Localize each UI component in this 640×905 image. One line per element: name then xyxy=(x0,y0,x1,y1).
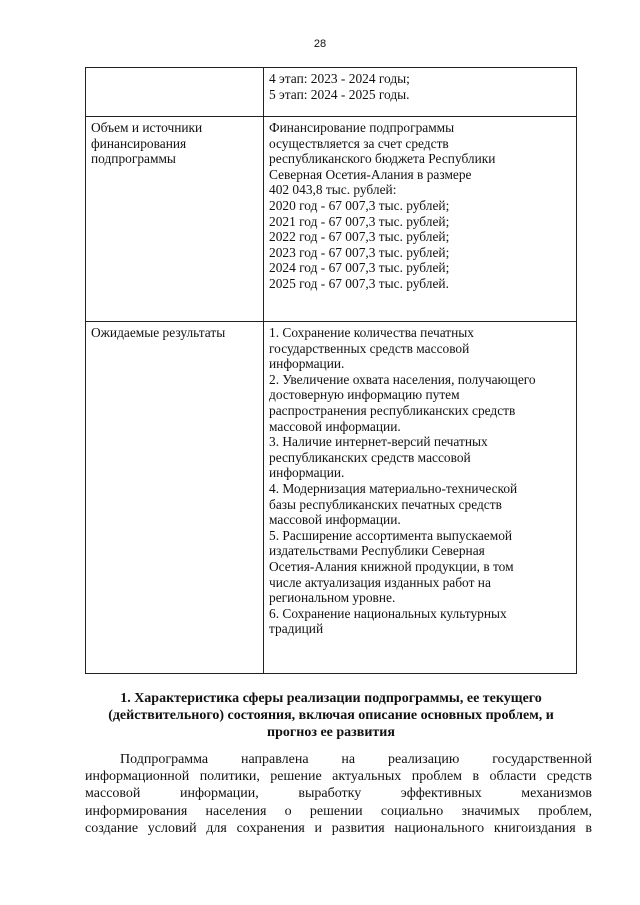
text-line: издательствами Республики Северная xyxy=(269,543,485,559)
text-line: базы республиканских печатных средств xyxy=(269,496,502,512)
text-line: 2. Увеличение охвата населения, получающего xyxy=(269,371,536,387)
text-line: 5 этап: 2024 - 2025 годы. xyxy=(269,86,410,102)
text-line: Финансирование подпрограммы xyxy=(269,120,455,135)
text-line: 1. Характеристика сферы реализации подпрограммы, ее текущего xyxy=(120,691,542,706)
text-line: финансирования xyxy=(91,135,187,151)
text-line: осуществляется за счет средств xyxy=(269,135,449,151)
page-number: 28 xyxy=(313,38,327,50)
subprogram-passport-table xyxy=(85,67,577,674)
table-row-stages xyxy=(86,68,577,117)
text-line: массовой информации. xyxy=(269,418,401,434)
text-line: числе актуализация изданных работ на xyxy=(269,574,491,590)
row-value-cell xyxy=(264,68,577,117)
text-line: прогноз ее развития xyxy=(267,725,395,740)
text-line: 4. Модернизация материально-технической xyxy=(269,480,518,496)
text-line: (действительного) состояния, включая описание основных проблем, и xyxy=(108,708,554,723)
text-line: Северная Осетия-Алания в размере xyxy=(269,166,472,182)
text-line: 4 этап: 2023 - 2024 годы; xyxy=(269,71,410,86)
text-line: Подпрограмма направлена на реализацию государственной xyxy=(120,752,592,767)
text-line: распространения республиканских средств xyxy=(269,402,516,418)
text-line: 1. Сохранение количества печатных xyxy=(269,325,475,340)
text-line: информационной политики, решение актуальных проблем в области средств xyxy=(85,769,592,785)
text-line: Осетия-Алания книжной продукции, в том xyxy=(269,558,514,574)
text-line: 2021 год - 67 007,3 тыс. рублей; xyxy=(269,213,450,229)
row-label-cell xyxy=(86,68,264,117)
text-line: Ожидаемые результаты xyxy=(91,325,226,340)
row-label-cell xyxy=(86,322,264,674)
text-line: 6. Сохранение национальных культурных xyxy=(269,605,507,621)
text-line: 2023 год - 67 007,3 тыс. рублей; xyxy=(269,244,450,260)
row-value-cell xyxy=(264,117,577,322)
table-row-expected-results xyxy=(86,322,577,674)
text-line: республиканского бюджета Республики xyxy=(269,151,496,167)
text-line: 2022 год - 67 007,3 тыс. рублей; xyxy=(269,229,450,245)
section-heading xyxy=(85,690,577,741)
text-line: информации. xyxy=(269,465,345,481)
text-line: 5. Расширение ассортимента выпускаемой xyxy=(269,527,513,543)
text-line: Объем и источники xyxy=(91,120,203,135)
row-label-cell xyxy=(86,117,264,322)
text-line: государственных средств массовой xyxy=(269,340,470,356)
text-line: 2025 год - 67 007,3 тыс. рублей. xyxy=(269,275,449,291)
text-line: достоверную информацию путем xyxy=(269,387,460,403)
text-line: подпрограммы xyxy=(91,151,176,167)
text-line: 402 043,8 тыс. рублей: xyxy=(269,182,397,198)
text-line: создание условий для сохранения и развития национального книгоиздания в xyxy=(85,820,592,836)
text-line: республиканских средств массовой xyxy=(269,449,471,465)
table-row-financing xyxy=(86,117,577,322)
text-line: 2024 год - 67 007,3 тыс. рублей; xyxy=(269,260,450,276)
text-line: традиций xyxy=(269,621,324,637)
section-paragraph xyxy=(85,751,592,837)
text-line: массовой информации, выработку эффективных механизмов xyxy=(85,786,592,802)
text-line: 2020 год - 67 007,3 тыс. рублей; xyxy=(269,197,450,213)
text-line: 3. Наличие интернет-версий печатных xyxy=(269,434,488,450)
text-line: информирования населения о решении социально значимых проблем, xyxy=(85,803,592,819)
text-line: массовой информации. xyxy=(269,512,401,528)
text-line: региональном уровне. xyxy=(269,590,396,606)
text-line: информации. xyxy=(269,356,345,372)
row-value-cell xyxy=(264,322,577,674)
